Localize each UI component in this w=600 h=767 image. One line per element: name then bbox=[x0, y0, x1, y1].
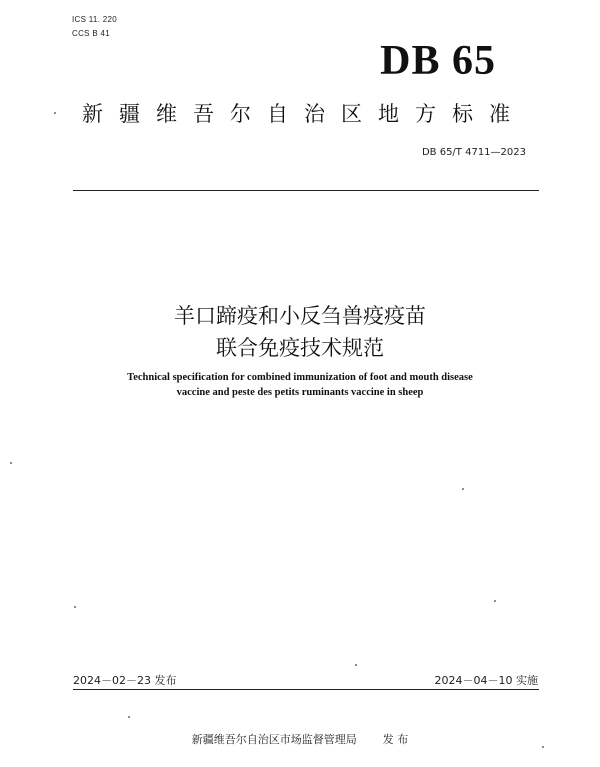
issuer-name: 新疆维吾尔自治区市场监督管理局 bbox=[191, 733, 357, 746]
implementation-date: 2024－04－10 实施 bbox=[434, 674, 538, 687]
english-title-line-2: vaccine and peste des petits ruminants vaccine in sheep bbox=[176, 387, 424, 398]
chinese-title-line-1: 羊口蹄疫和小反刍兽疫疫苗 bbox=[174, 304, 426, 328]
scan-speck bbox=[74, 606, 76, 608]
footer-divider bbox=[73, 689, 539, 690]
chinese-title-line-2: 联合免疫技术规范 bbox=[216, 336, 384, 360]
issue-date: 2024－02－23 发布 bbox=[73, 674, 177, 687]
scan-speck bbox=[355, 664, 357, 666]
scan-speck bbox=[462, 488, 464, 490]
db-logo: DB 65 bbox=[380, 38, 496, 84]
ccs-code: CCS B 41 bbox=[72, 29, 110, 38]
english-title-line-1: Technical specification for combined immunization of foot and mouth disease bbox=[127, 372, 473, 383]
issue-word: 发 布 bbox=[382, 733, 409, 746]
standard-type-heading: 新疆维吾尔自治区地方标准 bbox=[82, 102, 526, 126]
scan-speck bbox=[128, 716, 130, 718]
scan-speck bbox=[542, 746, 544, 748]
issuer-line bbox=[0, 731, 600, 747]
scan-speck bbox=[494, 600, 496, 602]
scan-speck bbox=[54, 112, 56, 114]
standard-number: DB 65/T 4711—2023 bbox=[421, 147, 526, 158]
english-title bbox=[0, 370, 600, 400]
ics-code: ICS 11. 220 bbox=[72, 15, 117, 24]
header-divider bbox=[73, 190, 539, 191]
chinese-title bbox=[0, 300, 600, 364]
scan-speck bbox=[10, 462, 12, 464]
